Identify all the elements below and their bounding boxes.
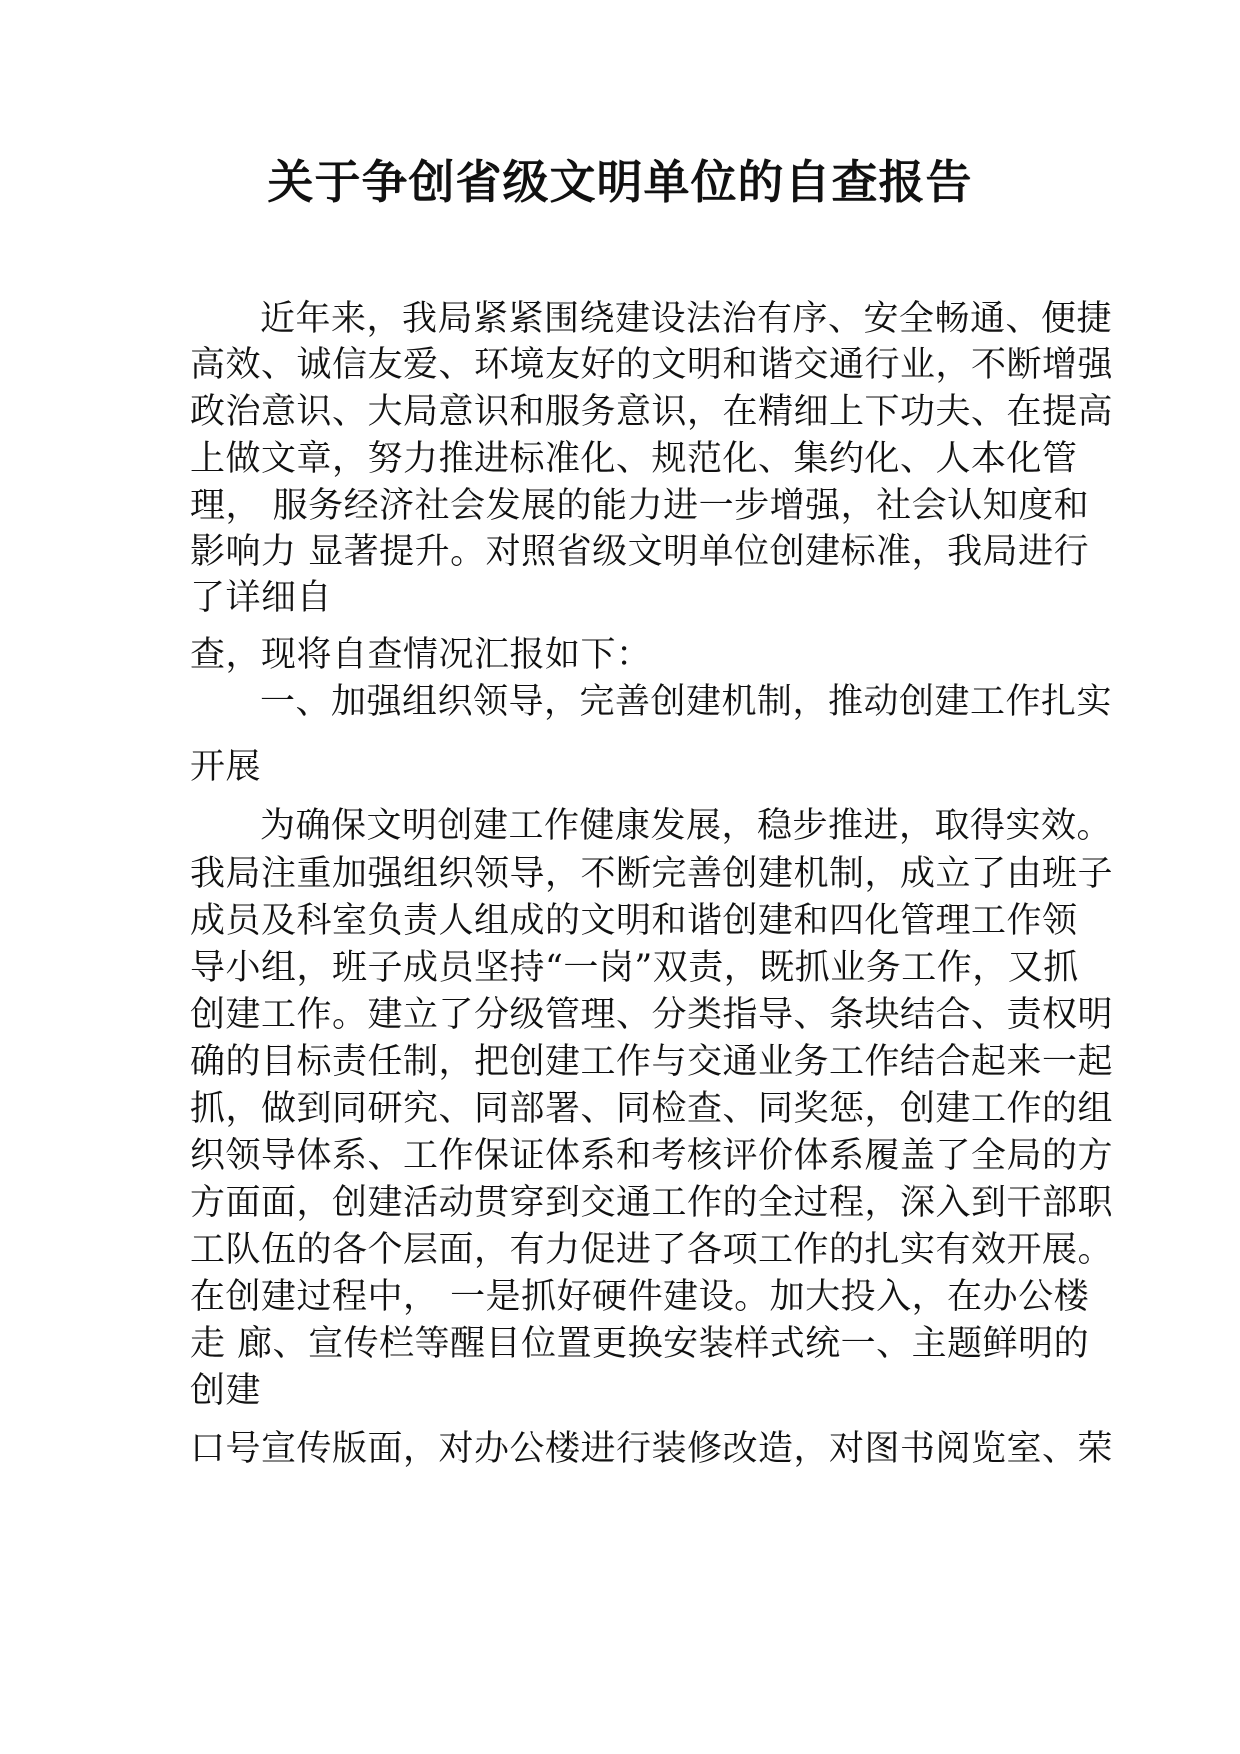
text-line: 创建 [190,1371,262,1411]
text-line: 为确保文明创建工作健康发展，稳步推进，取得实效。 [260,806,1113,846]
text-line: 确的目标责任制，把创建工作与交通业务工作结合起来一起 [190,1042,1114,1082]
text-line: 理， 服务经济社会发展的能力进一步增强，社会认知度和 [190,486,1090,526]
text-line: 走 廊、宣传栏等醒目位置更换安装样式统一、主题鲜明的 [190,1324,1090,1364]
text-line: 查，现将自查情况汇报如下： [190,635,652,675]
text-line: 近年来，我局紧紧围绕建设法治有序、安全畅通、便捷 [260,299,1113,339]
text-line: 创建工作。建立了分级管理、分类指导、条块结合、责权明 [190,995,1114,1035]
section-heading: 一、加强组织领导，完善创建机制，推动创建工作扎实 [260,682,1113,722]
text-line: 高效、诚信友爱、环境友好的文明和谐交通行业，不断增强 [190,345,1114,385]
text-line: 抓，做到同研究、同部署、同检查、同奖惩，创建工作的组 [190,1089,1114,1129]
text-line: 影响力 显著提升。对照省级文明单位创建标准，我局进行 [190,532,1090,572]
text-line: 口号宣传版面，对办公楼进行装修改造，对图书阅览室、荣 [190,1429,1114,1469]
text-line: 织领导体系、工作保证体系和考核评价体系履盖了全局的方 [190,1136,1114,1176]
text-line: 了详细自 [190,578,333,618]
text-line: 方面面，创建活动贯穿到交通工作的全过程，深入到干部职 [190,1183,1114,1223]
text-line: 工队伍的各个层面，有力促进了各项工作的扎实有效开展。 [190,1230,1114,1270]
text-line: 我局注重加强组织领导，不断完善创建机制，成立了由班子 [190,854,1114,894]
text-line: 上做文章，努力推进标准化、规范化、集约化、人本化管 [190,439,1078,479]
text-line: 在创建过程中， 一是抓好硬件建设。加大投入，在办公楼 [190,1277,1090,1317]
section-heading-continued: 开展 [190,747,262,787]
text-line: 成员及科室负责人组成的文明和谐创建和四化管理工作领 [190,901,1078,941]
text-line: 导小组，班子成员坚持“一岗”双责，既抓业务工作，又抓 [190,948,1079,988]
document-title: 关于争创省级文明单位的自查报告 [267,155,973,209]
text-line: 政治意识、大局意识和服务意识，在精细上下功夫、在提高 [190,392,1114,432]
